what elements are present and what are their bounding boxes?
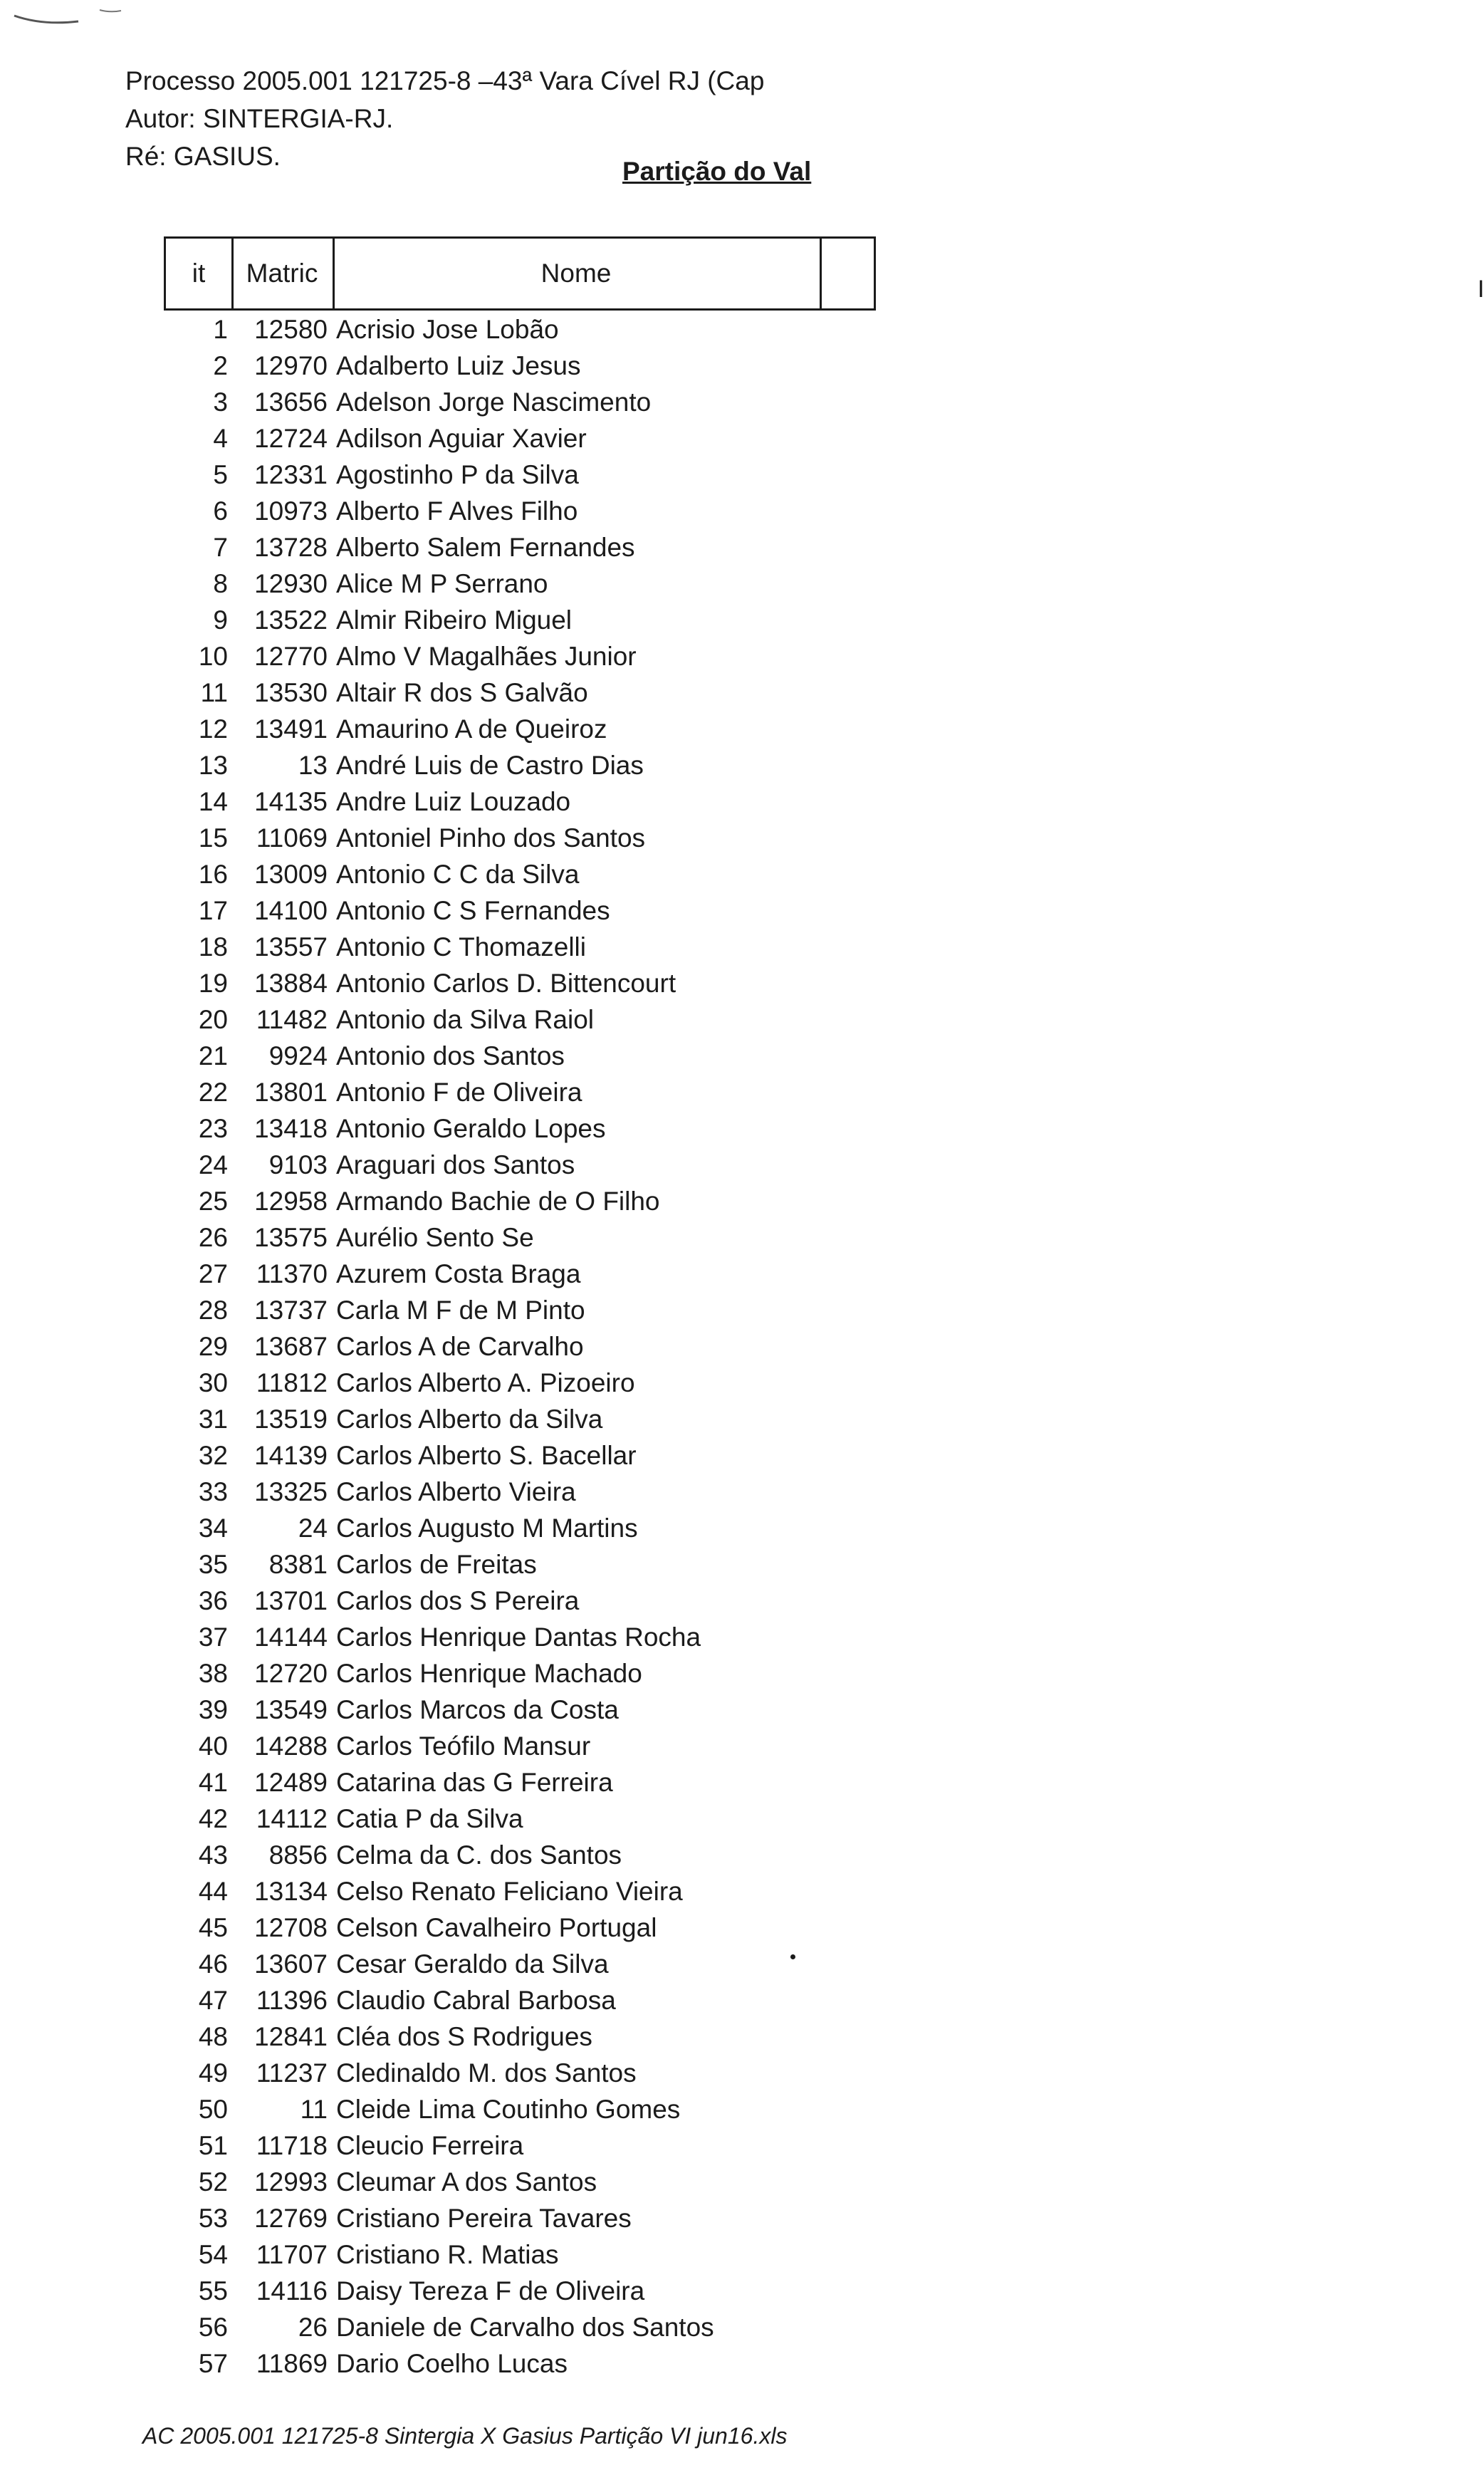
table-row [0, 1220, 835, 1256]
cell-matric: 11370 [256, 1259, 328, 1288]
cell-nome: Antonio dos Santos [336, 1041, 565, 1070]
cell-it: 20 [198, 1005, 228, 1034]
cell-nome: Adalberto Luiz Jesus [336, 351, 581, 380]
cell-nome: Almir Ribeiro Miguel [336, 605, 573, 635]
table-row [0, 457, 835, 494]
cell-nome: Armando Bachie de O Filho [336, 1187, 660, 1216]
cell-it: 12 [198, 714, 228, 744]
cell-it: 29 [198, 1332, 228, 1361]
cell-matric: 12489 [254, 1768, 328, 1797]
table-row [0, 1910, 835, 1947]
table-row [0, 1002, 835, 1038]
cell-it: 25 [198, 1187, 228, 1216]
cell-matric: 13530 [254, 678, 328, 707]
cell-it: 51 [198, 2131, 228, 2160]
table-row [0, 1111, 835, 1147]
cell-it: 31 [198, 1405, 228, 1434]
cell-nome: Carlos Henrique Machado [336, 1659, 642, 1688]
cell-nome: Cleucio Ferreira [336, 2131, 524, 2160]
table-row [0, 566, 835, 603]
table-row [0, 2092, 835, 2128]
cell-matric: 14112 [256, 1804, 328, 1833]
cell-nome: Altair R dos S Galvão [336, 678, 588, 707]
table-row [0, 1983, 835, 2019]
cell-nome: Celson Cavalheiro Portugal [336, 1913, 657, 1942]
cell-nome: Antonio Carlos D. Bittencourt [336, 969, 676, 998]
cell-nome: Daniele de Carvalho dos Santos [336, 2313, 714, 2342]
table-row [0, 1293, 835, 1329]
cell-nome: Acrisio Jose Lobão [336, 315, 559, 344]
cell-matric: 12708 [254, 1913, 328, 1942]
cell-it: 8 [213, 569, 228, 598]
cell-nome: Antonio C C da Silva [336, 860, 580, 889]
cell-matric: 11237 [256, 2058, 328, 2088]
table-row [0, 1547, 835, 1583]
cell-matric: 11069 [256, 823, 328, 853]
cell-matric: 13491 [254, 714, 328, 744]
table-row [0, 639, 835, 675]
cell-nome: Celso Renato Feliciano Vieira [336, 1877, 683, 1906]
cell-matric: 13737 [254, 1296, 328, 1325]
cell-it: 53 [198, 2204, 228, 2233]
cell-it: 30 [198, 1368, 228, 1397]
cell-nome: Carlos Henrique Dantas Rocha [336, 1622, 701, 1652]
cell-it: 37 [198, 1622, 228, 1652]
table-row [0, 1692, 835, 1729]
cell-nome: Carlos Marcos da Costa [336, 1695, 619, 1724]
cell-matric: 14100 [254, 896, 328, 925]
cell-nome: Carlos de Freitas [336, 1550, 537, 1579]
cell-nome: Adilson Aguiar Xavier [336, 424, 587, 453]
cell-it: 44 [198, 1877, 228, 1906]
table-row [0, 1947, 835, 1983]
cell-matric: 11482 [256, 1005, 328, 1034]
table-row [0, 1256, 835, 1293]
cell-it: 16 [198, 860, 228, 889]
table-row [0, 2128, 835, 2164]
cell-nome: Dario Coelho Lucas [336, 2349, 568, 2378]
cell-it: 19 [198, 969, 228, 998]
cell-matric: 12770 [254, 642, 328, 671]
table-row [0, 530, 835, 566]
cell-matric: 13557 [254, 932, 328, 962]
cell-matric: 9103 [268, 1150, 328, 1179]
cell-nome: Alberto F Alves Filho [336, 496, 578, 526]
cell-nome: Cristiano Pereira Tavares [336, 2204, 632, 2233]
table-row [0, 603, 835, 639]
cell-it: 39 [198, 1695, 228, 1724]
cell-it: 11 [200, 678, 228, 707]
table-row [0, 312, 835, 348]
cell-matric: 26 [298, 2313, 328, 2342]
cell-matric: 13549 [254, 1695, 328, 1724]
cell-matric: 12841 [254, 2022, 328, 2051]
cell-matric: 12580 [254, 315, 328, 344]
scan-dot [790, 1954, 795, 1959]
cell-nome: Antonio F de Oliveira [336, 1078, 582, 1107]
table-row [0, 1765, 835, 1801]
cell-it: 57 [198, 2349, 228, 2378]
table-row [0, 966, 835, 1002]
cell-nome: Almo V Magalhães Junior [336, 642, 637, 671]
table-row [0, 1511, 835, 1547]
table-row [0, 1874, 835, 1910]
cell-matric: 11 [300, 2095, 328, 2124]
cell-nome: Alberto Salem Fernandes [336, 533, 635, 562]
cell-nome: Cesar Geraldo da Silva [336, 1949, 609, 1979]
table-row [0, 2019, 835, 2056]
cell-matric: 13134 [254, 1877, 328, 1906]
cell-matric: 12769 [254, 2204, 328, 2233]
cell-it: 9 [213, 605, 228, 635]
cell-nome: Catarina das G Ferreira [336, 1768, 613, 1797]
table-row [0, 1147, 835, 1184]
cell-it: 13 [198, 751, 228, 780]
re-line: Ré: GASIUS. [125, 142, 281, 171]
column-header-matric: Matric [231, 239, 335, 308]
scan-mark [0, 0, 142, 43]
cell-matric: 13519 [254, 1405, 328, 1434]
cell-it: 2 [213, 351, 228, 380]
cell-it: 24 [198, 1150, 228, 1179]
table-row [0, 2056, 835, 2092]
cell-nome: Antonio da Silva Raiol [336, 1005, 594, 1034]
cell-matric: 13801 [254, 1078, 328, 1107]
table-row [0, 2201, 835, 2237]
table-row [0, 1184, 835, 1220]
cell-it: 45 [198, 1913, 228, 1942]
cell-nome: Celma da C. dos Santos [336, 1840, 622, 1870]
cell-it: 15 [198, 823, 228, 853]
cell-matric: 11396 [256, 1986, 328, 2015]
cell-nome: Alice M P Serrano [336, 569, 548, 598]
cell-matric: 13656 [254, 387, 328, 417]
cell-matric: 13701 [254, 1586, 328, 1615]
cell-matric: 13728 [254, 533, 328, 562]
cell-matric: 14135 [254, 787, 328, 816]
table-row [0, 2310, 835, 2346]
cell-matric: 13884 [254, 969, 328, 998]
table-row [0, 1620, 835, 1656]
table-row [0, 1838, 835, 1874]
cell-matric: 12958 [254, 1187, 328, 1216]
cell-it: 52 [198, 2167, 228, 2197]
cell-it: 56 [198, 2313, 228, 2342]
column-header-nome: Nome [333, 239, 822, 308]
cell-it: 22 [198, 1078, 228, 1107]
cell-nome: Cristiano R. Matias [336, 2240, 559, 2269]
cell-nome: Carlos Alberto da Silva [336, 1405, 603, 1434]
cell-it: 47 [198, 1986, 228, 2015]
cell-nome: Carlos Alberto A. Pizoeiro [336, 1368, 635, 1397]
table-row [0, 1038, 835, 1075]
cell-it: 54 [198, 2240, 228, 2269]
cell-it: 17 [198, 896, 228, 925]
table-body [0, 312, 835, 2382]
table-row [0, 1656, 835, 1692]
processo-line: Processo 2005.001 121725-8 –43ª Vara Cível RJ (Cap [125, 66, 765, 95]
table-row [0, 348, 835, 385]
cell-it: 4 [213, 424, 228, 453]
cell-nome: Carlos Alberto S. Bacellar [336, 1441, 637, 1470]
table-row [0, 675, 835, 712]
cell-it: 18 [198, 932, 228, 962]
cell-it: 26 [198, 1223, 228, 1252]
cell-nome: Cleide Lima Coutinho Gomes [336, 2095, 681, 2124]
cell-nome: Andre Luiz Louzado [336, 787, 571, 816]
cell-nome: Catia P da Silva [336, 1804, 523, 1833]
cell-matric: 12993 [254, 2167, 328, 2197]
cell-nome: Cléa dos S Rodrigues [336, 2022, 592, 2051]
table-row [0, 2346, 835, 2382]
table-row [0, 421, 835, 457]
table-row [0, 2273, 835, 2310]
cell-matric: 13 [298, 751, 328, 780]
table-row [0, 1583, 835, 1620]
cell-matric: 12720 [254, 1659, 328, 1688]
table-row [0, 1474, 835, 1511]
cell-matric: 11812 [256, 1368, 328, 1397]
cell-matric: 8381 [268, 1550, 328, 1579]
cell-it: 1 [213, 315, 228, 344]
cell-nome: André Luis de Castro Dias [336, 751, 644, 780]
cell-nome: Agostinho P da Silva [336, 460, 579, 489]
table-row [0, 712, 835, 748]
cell-it: 48 [198, 2022, 228, 2051]
table-row [0, 893, 835, 929]
cell-it: 41 [198, 1768, 228, 1797]
cell-nome: Carlos Augusto M Martins [336, 1513, 638, 1543]
cell-matric: 13687 [254, 1332, 328, 1361]
cell-matric: 14139 [254, 1441, 328, 1470]
table-header [164, 236, 1484, 311]
cell-nome: Antonio C Thomazelli [336, 932, 586, 962]
cell-it: 21 [198, 1041, 228, 1070]
table-row [0, 494, 835, 530]
table-row [0, 1729, 835, 1765]
table-row [0, 385, 835, 421]
column-header-it: it [166, 239, 234, 308]
table-row [0, 1329, 835, 1365]
cell-nome: Azurem Costa Braga [336, 1259, 581, 1288]
cell-it: 23 [198, 1114, 228, 1143]
table-row [0, 1075, 835, 1111]
cell-nome: Carlos Teófilo Mansur [336, 1731, 591, 1761]
cell-matric: 13418 [254, 1114, 328, 1143]
table-row [0, 1801, 835, 1838]
cell-it: 7 [213, 533, 228, 562]
cell-matric: 14116 [256, 2276, 328, 2306]
cell-nome: Cledinaldo M. dos Santos [336, 2058, 637, 2088]
cell-it: 10 [198, 642, 228, 671]
cell-it: 40 [198, 1731, 228, 1761]
cell-it: 36 [198, 1586, 228, 1615]
cell-matric: 13575 [254, 1223, 328, 1252]
cell-matric: 11718 [256, 2131, 328, 2160]
footer-filename: AC 2005.001 121725-8 Sintergia X Gasius Partição VI jun16.xls [142, 2423, 788, 2449]
cell-matric: 13522 [254, 605, 328, 635]
cell-matric: 11869 [256, 2349, 328, 2378]
cell-nome: Daisy Tereza F de Oliveira [336, 2276, 645, 2306]
cell-nome: Carla M F de M Pinto [336, 1296, 585, 1325]
cell-nome: Aurélio Sento Se [336, 1223, 534, 1252]
cell-matric: 13607 [254, 1949, 328, 1979]
table-row [0, 1402, 835, 1438]
table-row [0, 820, 835, 857]
cell-nome: Carlos A de Carvalho [336, 1332, 584, 1361]
cell-matric: 10973 [254, 496, 328, 526]
cell-matric: 12331 [254, 460, 328, 489]
cell-nome: Adelson Jorge Nascimento [336, 387, 652, 417]
cell-matric: 11707 [256, 2240, 328, 2269]
cell-nome: Antonio C S Fernandes [336, 896, 610, 925]
cell-it: 35 [198, 1550, 228, 1579]
table-row [0, 2237, 835, 2273]
column-header-partial-text: I [1478, 276, 1484, 303]
cell-it: 38 [198, 1659, 228, 1688]
table-row [0, 784, 835, 820]
table-row [0, 748, 835, 784]
cell-matric: 24 [298, 1513, 328, 1543]
cell-nome: Antoniel Pinho dos Santos [336, 823, 646, 853]
table-row [0, 929, 835, 966]
cell-nome: Carlos dos S Pereira [336, 1586, 580, 1615]
cell-it: 46 [198, 1949, 228, 1979]
cell-matric: 8856 [268, 1840, 328, 1870]
cell-it: 6 [213, 496, 228, 526]
partition-title: Partição do Val [622, 157, 812, 186]
cell-matric: 14288 [254, 1731, 328, 1761]
cell-matric: 12724 [254, 424, 328, 453]
table-row [0, 857, 835, 893]
cell-it: 14 [198, 787, 228, 816]
cell-matric: 12930 [254, 569, 328, 598]
cell-nome: Antonio Geraldo Lopes [336, 1114, 606, 1143]
cell-it: 55 [198, 2276, 228, 2306]
cell-it: 33 [198, 1477, 228, 1506]
cell-it: 27 [198, 1259, 228, 1288]
cell-nome: Claudio Cabral Barbosa [336, 1986, 616, 2015]
cell-matric: 12970 [254, 351, 328, 380]
table-row [0, 2164, 835, 2201]
cell-it: 49 [198, 2058, 228, 2088]
cell-matric: 14144 [254, 1622, 328, 1652]
table-row [0, 1438, 835, 1474]
autor-line: Autor: SINTERGIA-RJ. [125, 104, 394, 133]
cell-it: 42 [198, 1804, 228, 1833]
cell-matric: 13009 [254, 860, 328, 889]
cell-matric: 9924 [268, 1041, 328, 1070]
cell-it: 5 [213, 460, 228, 489]
cell-nome: Cleumar A dos Santos [336, 2167, 597, 2197]
cell-it: 43 [198, 1840, 228, 1870]
cell-it: 28 [198, 1296, 228, 1325]
cell-nome: Carlos Alberto Vieira [336, 1477, 576, 1506]
cell-matric: 13325 [254, 1477, 328, 1506]
cell-it: 32 [198, 1441, 228, 1470]
table-row [0, 1365, 835, 1402]
cell-it: 34 [198, 1513, 228, 1543]
cell-nome: Amaurino A de Queiroz [336, 714, 607, 744]
column-header-partial [820, 239, 1484, 308]
cell-it: 50 [198, 2095, 228, 2124]
cell-it: 3 [213, 387, 228, 417]
cell-nome: Araguari dos Santos [336, 1150, 575, 1179]
